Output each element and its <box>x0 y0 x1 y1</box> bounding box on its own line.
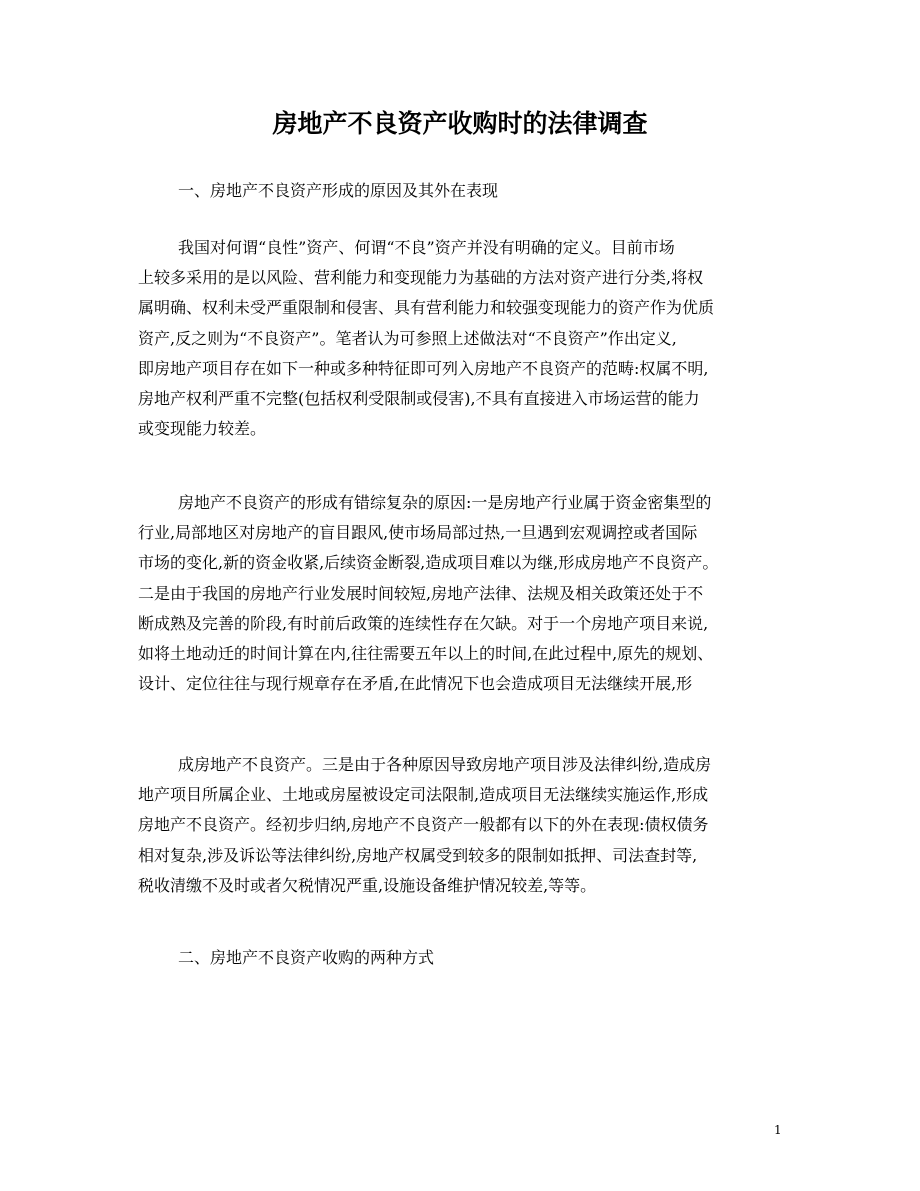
paragraph-2-line: 断成熟及完善的阶段,有时前后政策的连续性存在欠缺。对于一个房地产项目来说, <box>138 613 709 633</box>
paragraph-1-line: 我国对何谓“良性”资产、何谓“不良”资产并没有明确的定义。目前市场 <box>178 238 675 257</box>
paragraph-1-line: 上较多采用的是以风险、营利能力和变现能力为基础的方法对资产进行分类,将权 <box>138 268 704 288</box>
paragraph-3 <box>138 750 798 901</box>
paragraph-2-line: 设计、定位往往与现行规章存在矛盾,在此情况下也会造成项目无法继续开展,形 <box>138 674 693 694</box>
section-heading-1: 一、房地产不良资产形成的原因及其外在表现 <box>178 181 499 200</box>
paragraph-1-line: 即房地产项目存在如下一种或多种特征即可列入房地产不良资产的范畴:权属不明, <box>138 358 709 378</box>
paragraph-3-line: 相对复杂,涉及诉讼等法律纠纷,房地产权属受到较多的限制如抵押、司法查封等, <box>138 845 698 865</box>
paragraph-1-line: 资产,反之则为“不良资产”。笔者认为可参照上述做法对“不良资产”作出定义, <box>138 328 677 348</box>
paragraph-1-line: 房地产权利严重不完整(包括权利受限制或侵害),不具有直接进入市场运营的能力 <box>138 389 700 409</box>
paragraph-3-line: 房地产不良资产。经初步归纳,房地产不良资产一般都有以下的外在表现:债权债务 <box>138 815 709 835</box>
paragraph-2 <box>138 488 798 699</box>
paragraph-3-line: 成房地产不良资产。三是由于各种原因导致房地产项目涉及法律纠纷,造成房 <box>178 755 712 774</box>
paragraph-2-line: 如将土地动迁的时间计算在内,往往需要五年以上的时间,在此过程中,原先的规划、 <box>138 644 714 664</box>
paragraph-2-line: 行业,局部地区对房地产的盲目跟风,使市场局部过热,一旦遇到宏观调控或者国际 <box>138 523 698 543</box>
paragraph-3-line: 地产项目所属企业、土地或房屋被设定司法限制,造成项目无法继续实施运作,形成 <box>138 785 709 805</box>
document-title: 房地产不良资产收购时的法律调查 <box>272 109 648 138</box>
section-heading-2: 二、房地产不良资产收购的两种方式 <box>178 948 435 967</box>
page-number: 1 <box>774 1123 782 1137</box>
paragraph-1-line: 属明确、权利未受严重限制和侵害、具有营利能力和较强变现能力的资产作为优质 <box>138 298 715 318</box>
paragraph-2-line: 二是由于我国的房地产行业发展时间较短,房地产法律、法规及相关政策还处于不 <box>138 583 704 603</box>
paragraph-2-line: 市场的变化,新的资金收紧,后续资金断裂,造成项目难以为继,形成房地产不良资产。 <box>138 553 719 573</box>
paragraph-2-line: 房地产不良资产的形成有错综复杂的原因:一是房地产行业属于资金密集型的 <box>178 493 712 512</box>
paragraph-1-line: 或变现能力较差。 <box>138 419 267 439</box>
paragraph-1 <box>138 233 798 444</box>
paragraph-3-line: 税收清缴不及时或者欠税情况严重,设施设备维护情况较差,等等。 <box>138 875 597 895</box>
